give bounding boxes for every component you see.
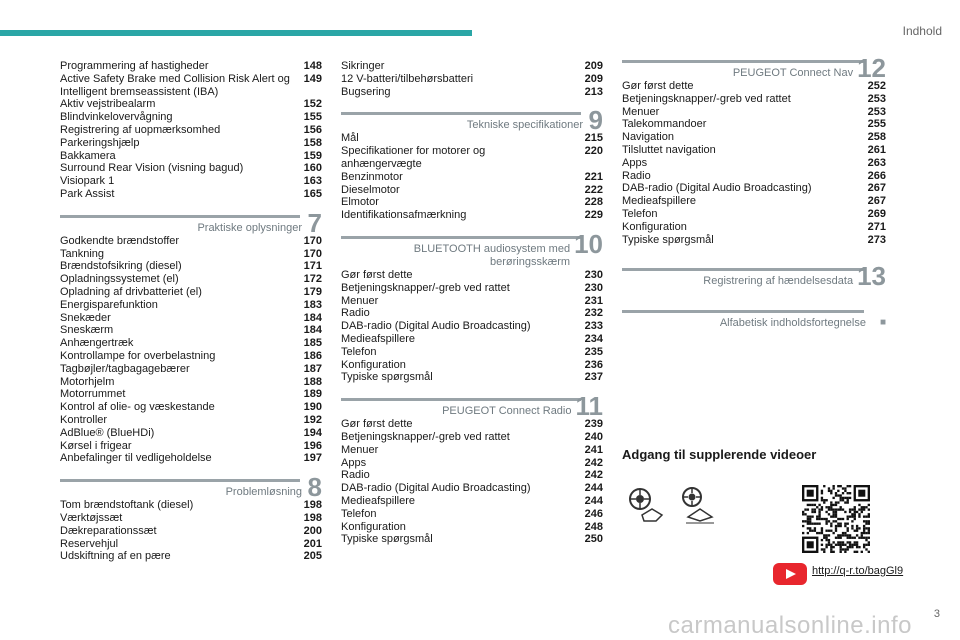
toc-entry-title: Blindvinkelovervågning [60,111,173,124]
toc-entry-title: Dækreparationssæt [60,524,157,537]
toc-entry-title: Registrering af uopmærksomhed [60,123,221,136]
chapter-number: 9 [588,105,603,136]
chapter-rule [622,310,864,313]
toc-entry-title: Gør først dette [341,268,413,281]
toc-entry[interactable] [341,209,603,222]
toc-entry-page: 189 [303,388,322,401]
watermark: carmanualsonline.info [668,612,912,639]
toc-entry[interactable] [622,221,886,234]
toc-entry-page: 213 [584,85,603,98]
toc-entry-page: 252 [867,80,886,92]
toc-entry-title: Parkeringshjælp [60,136,140,149]
toc-entry-page: 242 [584,456,603,469]
chapter-title: Praktiske oplysninger [197,221,302,234]
toc-entry[interactable] [60,260,322,273]
chapter-section [60,472,322,563]
toc-entry-title: Tom brændstoftank (diesel) [60,499,194,512]
toc-entry-title: Telefon [341,345,377,358]
toc-entry-title: 12 V-batteri/tilbehørsbatteri [341,72,474,85]
toc-entry-title: Snekæder [60,311,111,324]
toc-entry-title: Surround Rear Vision (visning bagud) [60,162,244,175]
toc-entry-page: 267 [867,182,886,195]
toc-entry[interactable] [341,521,603,534]
toc-entry[interactable] [341,73,603,86]
toc-entry-title: Motorrummet [60,388,126,401]
toc-entry-page: 241 [584,443,603,456]
toc-entry-title: Medieafspillere [622,195,696,208]
toc-entry-title: Gør først dette [622,80,694,92]
wheel-hand-icon [626,485,666,525]
toc-entry-page: 230 [584,281,603,294]
toc-entry-page: 184 [303,311,322,324]
toc-entry[interactable] [622,118,886,131]
toc-entry[interactable] [60,60,322,73]
toc-entry[interactable] [60,401,322,414]
toc-entry-page: 186 [303,349,322,362]
toc-entry[interactable] [622,106,886,119]
chapter-number: 11 [575,391,603,422]
toc-entry-page: 165 [303,187,322,200]
toc-entry-page: 273 [867,233,886,246]
toc-entry-title: Sikringer [341,60,385,72]
toc-entry-page: 184 [303,324,322,337]
toc-entry-page: 179 [303,285,322,298]
toc-entry[interactable] [341,533,603,546]
toc-entry-title: Udskiftning af en pære [60,550,171,563]
toc-entry-page: 172 [303,273,322,286]
toc-entry-title: DAB-radio (Digital Audio Broadcasting) [622,182,812,195]
toc-entry-page: 235 [584,345,603,358]
chapter-section [622,53,886,246]
toc-entry[interactable] [341,145,603,171]
toc-entry-page: 234 [584,332,603,345]
toc-entry-title: Gør først dette [341,418,413,431]
toc-entry-title: Programmering af hastigheder [60,60,209,72]
toc-entry-title: Tagbøjler/tagbagagebærer [60,362,190,375]
toc-entry-page: 271 [867,220,886,233]
toc-entry-title: Apps [341,456,367,469]
toc-entry-page: 183 [303,298,322,311]
toc-entry-page: 253 [867,105,886,118]
toc-entry[interactable] [341,295,603,308]
toc-entry[interactable] [60,350,322,363]
toc-entry[interactable] [341,495,603,508]
toc-entry[interactable] [60,525,322,538]
toc-entry-title: DAB-radio (Digital Audio Broadcasting) [341,482,531,495]
toc-entry[interactable] [60,175,322,188]
toc-entry-page: 248 [584,520,603,533]
chapter-rule [622,60,864,63]
chapter-heading[interactable] [60,207,322,238]
toc-entry[interactable] [60,388,322,401]
toc-entry[interactable] [60,162,322,175]
toc-entry[interactable] [341,333,603,346]
chapter-section [341,391,603,546]
video-link[interactable]: http://q-r.to/bagGl9 [812,565,904,577]
toc-entry-title: Opladning af drivbatteriet (el) [60,285,202,298]
toc-entry[interactable] [341,418,603,431]
toc-entry[interactable] [341,346,603,359]
toc-entry[interactable] [60,324,322,337]
toc-entry-page: 250 [584,533,603,546]
toc-entry-title: AdBlue® (BlueHDi) [60,426,155,439]
chapter-number: 10 [574,228,603,259]
toc-entry-page: 198 [303,499,322,512]
toc-entry-page: 220 [584,145,603,158]
chapter-rule [341,398,581,401]
chapter-title: PEUGEOT Connect Nav [732,67,854,79]
toc-entry-title: Typiske spørgsmål [622,233,714,246]
toc-entry-title: Konfiguration [622,220,687,233]
toc-entry-title: Bakkamera [60,149,116,162]
toc-entry-page: 170 [303,247,322,260]
toc-entry-page: 228 [584,196,603,209]
toc-entry[interactable] [622,195,886,208]
toc-entry[interactable] [60,427,322,440]
toc-entry-page: 221 [584,170,603,183]
toc-entry-page: 190 [303,401,322,414]
qr-code [802,485,870,553]
toc-entry-title: Bugsering [341,85,391,98]
toc-entry-title: Radio [341,469,370,482]
toc-entry-page: 209 [584,72,603,85]
toc-entry[interactable] [341,431,603,444]
toc-column-1 [60,60,322,563]
toc-entry-page: 215 [584,132,603,145]
toc-entry-page: 239 [584,418,603,431]
toc-entry-page: 246 [584,507,603,520]
chapter-title: Registrering af hændelsesdata [703,275,854,288]
toc-entry-title: Betjeningsknapper/-greb ved rattet [341,281,510,294]
toc-entry-title: Telefon [622,207,658,220]
toc-entry[interactable] [341,371,603,384]
toc-entry[interactable] [341,444,603,457]
toc-entry-page: 198 [303,511,322,524]
chapter-heading[interactable] [60,472,322,503]
toc-entry[interactable] [60,550,322,563]
chapter-number: 8 [307,472,322,503]
toc-entry-page: 233 [584,320,603,333]
chapter-section [341,105,603,222]
toc-entry[interactable] [622,144,886,157]
toc-entry-title: Mål [341,132,359,145]
toc-entry[interactable] [341,86,603,99]
toc-entry-page: 156 [303,123,322,136]
toc-entry-page: 205 [303,550,322,563]
toc-entry-title: Kontrol af olie- og væskestande [60,401,215,414]
toc-entry[interactable] [60,235,322,248]
videos-title: Adgang til supplerende videoer [622,447,817,462]
toc-entry[interactable] [622,157,886,170]
toc-entry[interactable] [60,499,322,512]
toc-entry-title: Menuer [341,294,379,307]
toc-entry[interactable] [60,150,322,163]
toc-entry[interactable] [341,184,603,197]
toc-entry[interactable] [60,452,322,465]
toc-entry[interactable] [60,137,322,150]
toc-entry-title: Medieafspillere [341,494,415,507]
toc-entry[interactable] [60,538,322,551]
toc-entry[interactable] [60,111,322,124]
toc-entry-title: Park Assist [60,187,115,200]
header-title: Indhold [902,24,942,38]
toc-entry[interactable] [622,131,886,144]
toc-entry-page: 229 [584,209,603,222]
toc-entry-title: Radio [341,307,370,320]
toc-entry-page: 263 [867,156,886,169]
toc-entry-title: Anhængertræk [60,337,134,350]
chapter-section [622,310,886,330]
chapter-number: 13 [857,261,886,292]
toc-entry[interactable] [60,273,322,286]
toc-entry[interactable] [60,414,322,427]
chapter-heading[interactable] [341,228,603,269]
toc-entry[interactable] [60,299,322,312]
toc-entry-title: Konfiguration [341,358,406,371]
toc-entry-page: 222 [584,183,603,196]
chapter-title: Problemløsning [225,486,302,499]
toc-entry-title: Godkendte brændstoffer [60,234,180,247]
toc-entry-page: 253 [867,92,886,105]
toc-entry-title: Typiske spørgsmål [341,371,433,384]
chapter-section [60,207,322,465]
toc-entry-title: Kontrollampe for overbelastning [60,349,216,362]
toc-entry-page: 192 [303,413,322,426]
toc-entry-page: 149 [303,72,322,85]
toc-entry[interactable] [622,234,886,247]
toc-entry[interactable] [622,80,886,93]
toc-entry-page: 148 [303,60,322,72]
chapter-title: Alfabetisk indholdsfortegnelse [719,317,866,330]
toc-entry-title: Kørsel i frigear [60,439,132,452]
toc-entry-title: Menuer [341,443,379,456]
toc-entry-title: Betjeningsknapper/-greb ved rattet [341,430,510,443]
toc-entry[interactable] [341,196,603,209]
toc-entry[interactable] [622,170,886,183]
toc-entry-title: Dieselmotor [341,183,400,196]
toc-entry-page: 244 [584,494,603,507]
toc-entry-page: 267 [867,195,886,208]
chapter-number: 7 [307,207,322,238]
chapter-heading[interactable] [341,391,603,422]
chapter-rule [341,112,581,115]
toc-entry-title: Sneskærm [60,324,114,337]
toc-entry-title: Tilsluttet navigation [622,143,716,156]
youtube-icon[interactable] [773,563,807,585]
toc-entry-title: Reservehjul [60,537,119,550]
toc-entry-title: Talekommandoer [622,118,707,131]
toc-entry-page: 240 [584,430,603,443]
toc-entry[interactable] [341,269,603,282]
toc-entry-page: 170 [303,234,322,247]
toc-entry-page: 237 [584,371,603,384]
toc-entry-title: Telefon [341,507,377,520]
toc-entry-title: Opladningssystemet (el) [60,273,179,286]
page-number: 3 [933,608,940,620]
chapter-heading[interactable] [622,314,886,330]
toc-entry[interactable] [60,98,322,111]
toc-entry-title: Konfiguration [341,520,406,533]
toc-entry[interactable] [341,508,603,521]
toc-entry-page: 163 [303,175,322,188]
toc-entry-title: Menuer [622,105,660,118]
toc-entry-page: 171 [303,260,322,273]
toc-entry-page: 196 [303,439,322,452]
toc-entry-title: Visiopark 1 [60,175,115,188]
toc-column-2 [341,60,603,546]
toc-entry-page: 201 [303,537,322,550]
header-accent-bar [0,30,472,36]
toc-entry-title: Elmotor [341,196,379,209]
toc-entry-page: 236 [584,358,603,371]
toc-entry-page: 155 [303,111,322,124]
toc-entry[interactable] [341,457,603,470]
toc-entry-title: Anbefalinger til vedligeholdelse [60,452,212,465]
toc-entry[interactable] [622,182,886,195]
toc-entry[interactable] [60,337,322,350]
chapter-rule [622,268,864,271]
toc-entry-title: Typiske spørgsmål [341,533,433,546]
toc-entry-page: 266 [867,169,886,182]
chapter-section [341,228,603,384]
toc-entry-title: Betjeningsknapper/-greb ved rattet [622,92,791,105]
toc-entry-page: 242 [584,469,603,482]
toc-entry[interactable] [341,482,603,495]
toc-entry[interactable] [341,307,603,320]
toc-entry-page: 231 [584,294,603,307]
toc-entry-page: 255 [867,118,886,131]
toc-entry-title: DAB-radio (Digital Audio Broadcasting) [341,320,531,333]
toc-entry-page: 188 [303,375,322,388]
toc-entry-page: 261 [867,143,886,156]
toc-entry[interactable] [341,282,603,295]
toc-entry-title: Apps [622,156,648,169]
toc-entry-page: 187 [303,362,322,375]
toc-entry-title: Tankning [60,247,105,260]
toc-entry-title: Brændstofsikring (diesel) [60,260,182,273]
toc-entry-page: 158 [303,136,322,149]
toc-entry-page: 230 [584,268,603,281]
toc-entry[interactable] [60,376,322,389]
toc-entry-title: Specifikationer for motorer og anhængervægte [341,145,486,170]
toc-entry[interactable] [622,208,886,221]
toc-entry[interactable] [341,469,603,482]
toc-column-3 [622,53,886,330]
toc-entry[interactable] [60,188,322,201]
toc-entry-page: 209 [584,60,603,72]
toc-entry-title: Motorhjelm [60,375,115,388]
toc-entry-title: Medieafspillere [341,332,415,345]
toc-entry[interactable] [60,440,322,453]
toc-entry-page: 185 [303,337,322,350]
toc-entry-title: Navigation [622,131,674,144]
toc-entry-page: 152 [303,98,322,111]
wheel-car-icon [678,485,718,525]
toc-entry[interactable] [60,363,322,376]
toc-entry-title: Værktøjssæt [60,511,123,524]
chapter-rule [341,236,581,239]
toc-entry-page: 269 [867,207,886,220]
toc-entry[interactable] [60,286,322,299]
chapter-heading[interactable] [622,53,886,83]
toc-entry[interactable] [60,512,322,525]
chapter-title: Tekniske specifikationer [466,119,583,132]
toc-entry-title: Identifikationsafmærkning [341,209,467,222]
toc-entry[interactable] [60,124,322,137]
toc-entry-title: Benzinmotor [341,170,403,183]
chapter-title: PEUGEOT Connect Radio [442,405,572,418]
toc-entry[interactable] [60,73,322,99]
toc-entry-page: 244 [584,482,603,495]
chapter-rule [60,215,300,218]
toc-entry-title: Aktiv vejstribealarm [60,98,156,111]
toc-entry[interactable] [341,132,603,145]
toc-entry-page: 200 [303,524,322,537]
toc-entry-page: 194 [303,426,322,439]
chapter-title: BLUETOOTH audiosystem med berøringsskærm [413,242,571,268]
toc-entry-page: 232 [584,307,603,320]
chapter-rule [60,479,300,482]
toc-entry[interactable] [60,312,322,325]
chapter-heading[interactable] [341,105,603,136]
toc-entry[interactable] [341,171,603,184]
toc-entry[interactable] [60,248,322,261]
chapter-section [622,261,886,292]
toc-entry[interactable] [341,359,603,372]
toc-entry-title: Radio [622,169,651,182]
toc-entry[interactable] [341,320,603,333]
toc-entry-page: 258 [867,131,886,144]
toc-entry-page: 197 [303,452,322,465]
toc-entry[interactable] [622,93,886,106]
chapter-number: 12 [857,53,886,83]
chapter-number: ■ [879,317,886,329]
toc-entry-title: Energisparefunktion [60,298,158,311]
toc-entry[interactable] [341,60,603,73]
toc-entry-page: 160 [303,162,322,175]
toc-entry-title: Active Safety Brake med Collision Risk Alert og Intelligent bremseassistent (IBA) [60,72,290,98]
toc-entry-page: 159 [303,149,322,162]
chapter-heading[interactable] [622,261,886,292]
toc-entry-title: Kontroller [60,413,108,426]
